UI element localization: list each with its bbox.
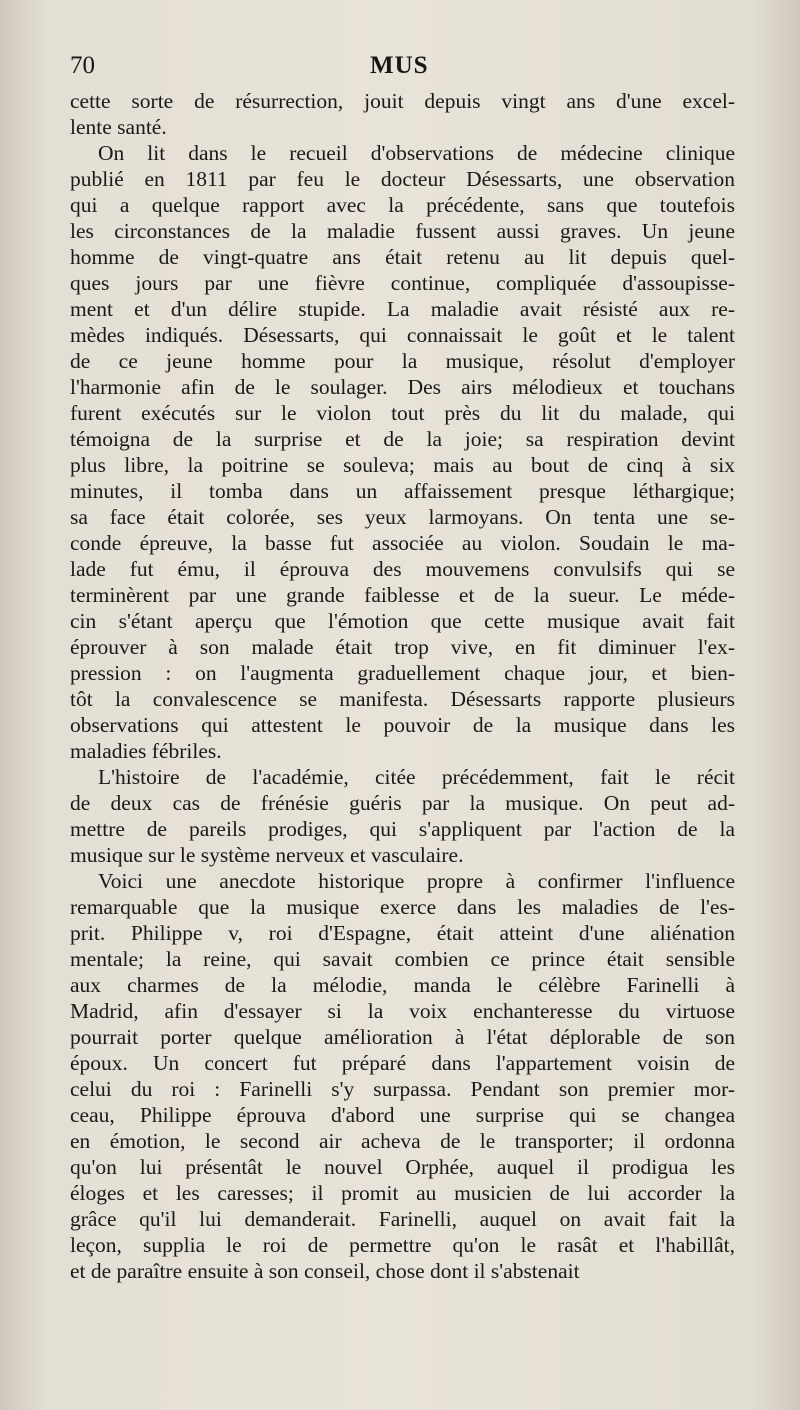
text-line: ceau, Philippe éprouva d'abord une surprise qui se changea [70, 1103, 735, 1127]
text-line: mettre de pareils prodiges, qui s'appliquent par l'action de la [70, 817, 735, 841]
page-header [70, 52, 735, 86]
text-line: témoigna de la surprise et de la joie; sa respiration devint [70, 427, 735, 451]
text-line: leçon, supplia le roi de permettre qu'on le rasât et l'habillât, [70, 1233, 735, 1257]
text-line: lade fut ému, il éprouva des mouvemens convulsifs qui se [70, 557, 735, 581]
text-line: et de paraître ensuite à son conseil, chose dont il s'abstenait [70, 1259, 580, 1283]
text-line: musique sur le système nerveux et vasculaire. [70, 843, 464, 867]
paragraph [70, 88, 735, 140]
text-line: éprouver à son malade était trop vive, en fit diminuer l'ex- [70, 635, 735, 659]
text-line: grâce qu'il lui demanderait. Farinelli, auquel on avait fait la [70, 1207, 735, 1231]
text-line: ment et d'un délire stupide. La maladie avait résisté aux re- [70, 297, 735, 321]
text-line: publié en 1811 par feu le docteur Désessarts, une observation [70, 167, 735, 191]
paragraph [70, 764, 735, 868]
text-line: furent exécutés sur le violon tout près du lit du malade, qui [70, 401, 735, 425]
body-text [70, 88, 735, 1284]
text-line: en émotion, le second air acheva de le transporter; il ordonna [70, 1129, 735, 1153]
text-line: maladies fébriles. [70, 739, 222, 763]
text-line: tôt la convalescence se manifesta. Désessarts rapporte plusieurs [70, 687, 735, 711]
paragraph [70, 140, 735, 764]
text-line: ques jours par une fièvre continue, compliquée d'assoupisse- [70, 271, 735, 295]
text-line: qui a quelque rapport avec la précédente, sans que toutefois [70, 193, 735, 217]
text-line: terminèrent par une grande faiblesse et de la sueur. Le méde- [70, 583, 735, 607]
text-line: celui du roi : Farinelli s'y surpassa. Pendant son premier mor- [70, 1077, 735, 1101]
text-line: éloges et les caresses; il promit au musicien de lui accorder la [70, 1181, 735, 1205]
text-line: de deux cas de frénésie guéris par la musique. On peut ad- [70, 791, 735, 815]
text-line: époux. Un concert fut préparé dans l'appartement voisin de [70, 1051, 735, 1075]
text-line: mèdes indiqués. Désessarts, qui connaissait le goût et le talent [70, 323, 735, 347]
running-head: MUS [370, 52, 429, 79]
text-line: Madrid, afin d'essayer si la voix enchanteresse du virtuose [70, 999, 735, 1023]
text-line: prit. Philippe v, roi d'Espagne, était atteint d'une aliénation [70, 921, 735, 945]
text-line: cette sorte de résurrection, jouit depuis vingt ans d'une excel- [70, 89, 735, 113]
paragraph [70, 868, 735, 1284]
text-line: Voici une anecdote historique propre à confirmer l'influence [98, 869, 735, 893]
text-line: On lit dans le recueil d'observations de médecine clinique [98, 141, 735, 165]
text-line: pourrait porter quelque amélioration à l'état déplorable de son [70, 1025, 735, 1049]
text-line: qu'on lui présentât le nouvel Orphée, auquel il prodigua les [70, 1155, 735, 1179]
text-line: aux charmes de la mélodie, manda le célèbre Farinelli à [70, 973, 735, 997]
text-line: mentale; la reine, qui savait combien ce prince était sensible [70, 947, 735, 971]
text-line: l'harmonie afin de le soulager. Des airs mélodieux et touchans [70, 375, 735, 399]
text-line: les circonstances de la maladie fussent aussi graves. Un jeune [70, 219, 735, 243]
text-line: observations qui attestent le pouvoir de la musique dans les [70, 713, 735, 737]
text-line: conde épreuve, la basse fut associée au violon. Soudain le ma- [70, 531, 735, 555]
text-line: L'histoire de l'académie, citée précédemment, fait le récit [98, 765, 735, 789]
text-line: lente santé. [70, 115, 167, 139]
text-line: homme de vingt-quatre ans était retenu au lit depuis quel- [70, 245, 735, 269]
text-line: sa face était colorée, ses yeux larmoyans. On tenta une se- [70, 505, 735, 529]
text-line: plus libre, la poitrine se souleva; mais au bout de cinq à six [70, 453, 735, 477]
text-line: de ce jeune homme pour la musique, résolut d'employer [70, 349, 735, 373]
text-line: minutes, il tomba dans un affaissement presque léthargique; [70, 479, 735, 503]
text-line: pression : on l'augmenta graduellement chaque jour, et bien- [70, 661, 735, 685]
page-number: 70 [70, 52, 95, 79]
text-line: cin s'étant aperçu que l'émotion que cette musique avait fait [70, 609, 735, 633]
text-line: remarquable que la musique exerce dans les maladies de l'es- [70, 895, 735, 919]
